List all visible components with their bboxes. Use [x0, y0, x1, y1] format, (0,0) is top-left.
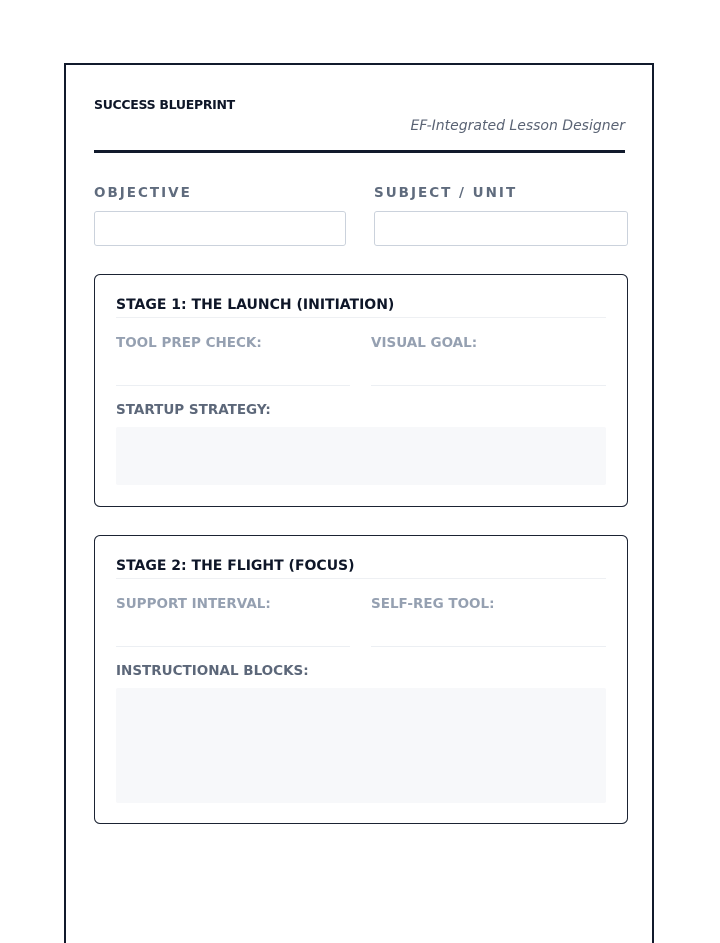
support-interval-field[interactable]: [116, 646, 350, 647]
stage-1-card: [94, 274, 628, 507]
objective-label: OBJECTIVE: [94, 185, 192, 201]
support-interval-label: SUPPORT INTERVAL:: [116, 596, 271, 612]
instructional-blocks-label: INSTRUCTIONAL BLOCKS:: [116, 663, 309, 679]
tool-prep-check-label: TOOL PREP CHECK:: [116, 335, 262, 351]
startup-strategy-textarea[interactable]: [116, 427, 606, 485]
visual-goal-label: VISUAL GOAL:: [371, 335, 478, 351]
subject-unit-label: SUBJECT / UNIT: [374, 185, 518, 201]
instructional-blocks-textarea[interactable]: [116, 688, 606, 803]
self-reg-tool-label: SELF-REG TOOL:: [371, 596, 495, 612]
subject-unit-input[interactable]: [374, 211, 628, 246]
stage-2-card: [94, 535, 628, 824]
page-subtitle: EF-Integrated Lesson Designer: [410, 118, 625, 134]
lesson-plan-page: [64, 63, 654, 943]
stage-2-title: STAGE 2: THE FLIGHT (FOCUS): [116, 558, 606, 579]
tool-prep-check-field[interactable]: [116, 385, 350, 386]
startup-strategy-label: STARTUP STRATEGY:: [116, 402, 271, 418]
brand-title: SUCCESS BLUEPRINT: [94, 97, 235, 112]
self-reg-tool-field[interactable]: [371, 646, 606, 647]
objective-input[interactable]: [94, 211, 346, 246]
stage-1-title: STAGE 1: THE LAUNCH (INITIATION): [116, 297, 606, 318]
visual-goal-field[interactable]: [371, 385, 606, 386]
header-divider: [94, 150, 625, 153]
